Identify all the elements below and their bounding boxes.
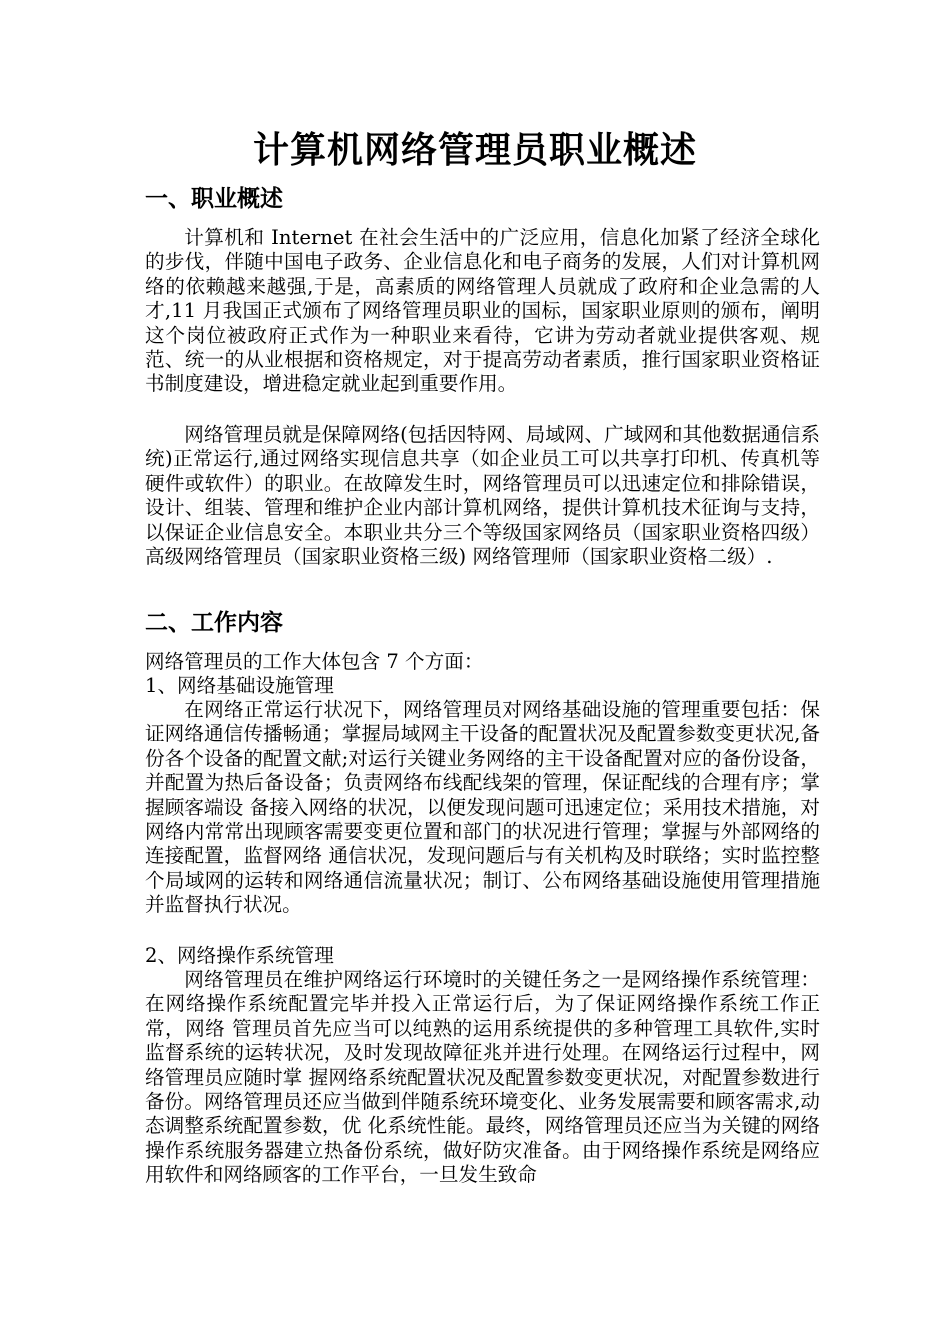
item-body-os-management: 网络管理员在维护网络运行环境时的关键任务之一是网络操作系统管理：在网络操作系统配置完毕并投入正常运行后，为了保证网络操作系统工作正常，网络 管理员首先应当可以纯熟的运用系统提供的多种管理工具软件,实时监督系统的运转状况，及时发现故障征兆并进行处理。在网络运行过程中，网络管理员应随时掌 握网络系统配置状况及配置参数变更状况，对配置参数进行备份。网络管理员还应当做到伴随系统环境变化、业务发展需要和顾客需求,动态调整系统配置参数，优 化系统性能。最终，网络管理员还应当为关键的网络操作系统服务器建立热备份系统，做好防灾准备。由于网络操作系统是网络应用软件和网络顾客的工作平台，一旦发生致命 bbox=[145, 968, 820, 1187]
item-title-os-management: 2、网络操作系统管理 bbox=[145, 944, 334, 967]
work-content-intro: 网络管理员的工作大体包含 7 个方面： bbox=[145, 650, 484, 673]
item-body-infrastructure: 在网络正常运行状况下，网络管理员对网络基础设施的管理重要包括：保证网络通信传播畅通；掌握局域网主干设备的配置状况及配置参数变更状况,备份各个设备的配置文献;对运行关键业务网络的主干设备配置对应的备份设备，并配置为热后备设备；负责网络布线配线架的管理，保证配线的合理有序；掌握顾客端设 备接入网络的状况，以便发现问题可迅速定位；采用技术措施，对网络内常常出现顾客需要变更位置和部门的状况进行管理；掌握与外部网络的连接配置，监督网络 通信状况，发现问题后与有关机构及时联络；实时监控整个局域网的运转和网络通信流量状况；制订、公布网络基础设施使用管理措施并监督执行状况。 bbox=[145, 698, 820, 917]
paragraph-overview-2: 网络管理员就是保障网络(包括因特网、局域网、广域网和其他数据通信系统)正常运行,通过网络实现信息共享（如企业员工可以共享打印机、传真机等硬件或软件）的职业。在故障发生时，网络管理员可以迅速定位和排除错误，设计、组装、管理和维护企业内部计算机网络，提供计算机技术征询与支持，以保证企业信息安全。本职业共分三个等级国家网络员（国家职业资格四级） 高级网络管理员（国家职业资格三级) 网络管理师（国家职业资格二级）. bbox=[145, 423, 820, 569]
section-heading-overview: 一、职业概述 bbox=[145, 185, 283, 212]
document-title: 计算机网络管理员职业概述 bbox=[252, 129, 697, 171]
paragraph-overview-1: 计算机和 Internet 在社会生活中的广泛应用，信息化加紧了经济全球化的步伐，伴随中国电子政务、企业信息化和电子商务的发展，人们对计算机网络的依赖越来越强,于是，高素质的网络管理人员就成了政府和企业急需的人才,11 月我国正式颁布了网络管理员职业的国标，国家职业原则的颁布，阐明这个岗位被政府正式作为一种职业来看待，它讲为劳动者就业提供客观、规范、统一的从业根据和资格规定，对于提高劳动者素质，推行国家职业资格证书制度建设，增进稳定就业起到重要作用。 bbox=[145, 226, 820, 396]
section-heading-work-content: 二、工作内容 bbox=[145, 609, 283, 636]
item-title-infrastructure: 1、网络基础设施管理 bbox=[145, 674, 334, 697]
